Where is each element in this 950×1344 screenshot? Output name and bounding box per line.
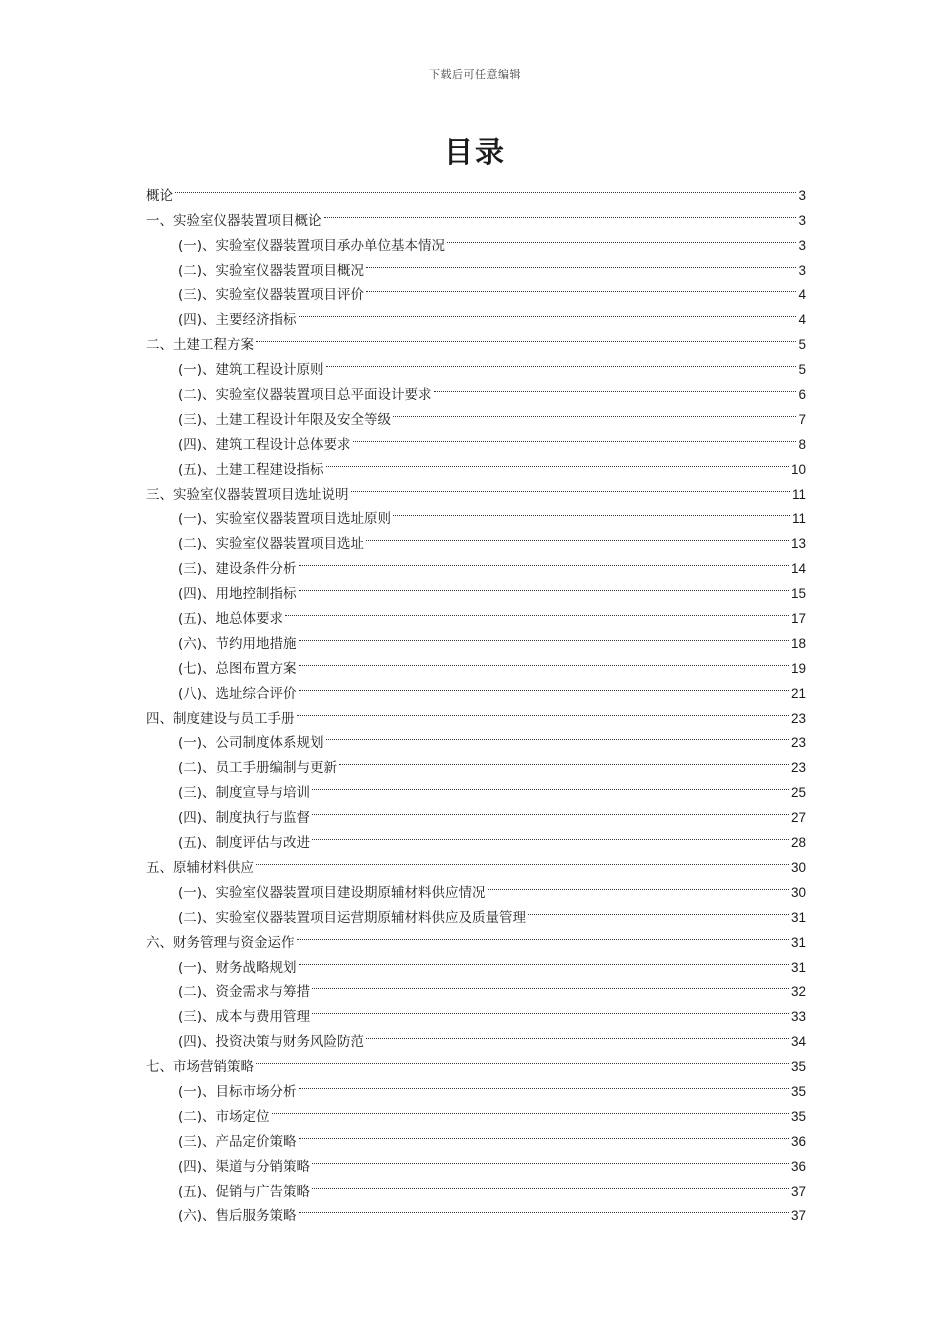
toc-entry-page-number: 10 xyxy=(790,461,806,477)
toc-entry-label: (一)、财务战略规划 xyxy=(178,959,297,976)
toc-entry[interactable] xyxy=(146,175,806,204)
toc-dot-leader xyxy=(366,250,796,275)
toc-entry-page-number: 25 xyxy=(790,785,806,801)
toc-entry-page-number: 27 xyxy=(790,810,806,826)
toc-entry-label: (一)、公司制度体系规划 xyxy=(178,735,324,752)
toc-entry-page-number: 15 xyxy=(790,586,806,602)
toc-entry-page-number: 30 xyxy=(790,884,806,900)
toc-dot-leader xyxy=(299,648,789,673)
toc-dot-leader xyxy=(326,349,797,374)
toc-dot-leader xyxy=(299,573,789,598)
toc-dot-leader xyxy=(299,947,789,972)
toc-entry-label: (三)、制度宣导与培训 xyxy=(178,785,311,802)
toc-dot-leader xyxy=(312,822,789,847)
toc-entry-page-number: 5 xyxy=(798,362,806,378)
toc-dot-leader xyxy=(366,1021,789,1046)
toc-dot-leader xyxy=(256,847,789,872)
toc-entry-page-number: 33 xyxy=(790,1009,806,1025)
toc-entry-page-number: 31 xyxy=(790,934,806,950)
toc-entry-page-number: 17 xyxy=(790,611,806,627)
toc-entry-label: (二)、实验室仪器装置项目总平面设计要求 xyxy=(178,387,432,404)
toc-entry-page-number: 36 xyxy=(790,1158,806,1174)
toc-entry-label: (八)、选址综合评价 xyxy=(178,685,297,702)
toc-dot-leader xyxy=(299,1121,789,1146)
toc-entry-label: (四)、用地控制指标 xyxy=(178,586,297,603)
toc-entry-page-number: 6 xyxy=(798,387,806,403)
header-note: 下载后可任意编辑 xyxy=(429,68,521,81)
toc-entry-label: (四)、渠道与分销策略 xyxy=(178,1158,311,1175)
toc-entry-page-number: 3 xyxy=(798,262,806,278)
toc-entry-label: (四)、建筑工程设计总体要求 xyxy=(178,436,351,453)
toc-entry-page-number: 32 xyxy=(790,984,806,1000)
toc-entry-label: (二)、资金需求与筹措 xyxy=(178,984,311,1001)
toc-entry-label: (五)、土建工程建设指标 xyxy=(178,461,324,478)
toc-entry-page-number: 35 xyxy=(790,1059,806,1075)
toc-dot-leader xyxy=(312,996,789,1021)
toc-dot-leader xyxy=(326,449,789,474)
toc-entry-label: (二)、实验室仪器装置项目选址 xyxy=(178,536,365,553)
toc-entry-label: (四)、制度执行与监督 xyxy=(178,810,311,827)
toc-entry-page-number: 8 xyxy=(798,436,806,452)
toc-dot-leader xyxy=(353,424,797,449)
toc-entry-label: (六)、节约用地措施 xyxy=(178,635,297,652)
toc-entry-page-number: 3 xyxy=(798,187,806,203)
toc-entry-page-number: 3 xyxy=(798,212,806,228)
toc-entry-label: (四)、投资决策与财务风险防范 xyxy=(178,1034,365,1051)
toc-entry-page-number: 18 xyxy=(790,635,806,651)
toc-dot-leader xyxy=(312,1171,789,1196)
toc-entry-label: (四)、主要经济指标 xyxy=(178,312,297,329)
toc-dot-leader xyxy=(312,972,789,997)
table-of-contents xyxy=(146,175,806,1225)
toc-entry-page-number: 7 xyxy=(798,411,806,427)
toc-entry-label: (一)、实验室仪器装置项目建设期原辅材料供应情况 xyxy=(178,884,486,901)
toc-entry-label: 六、财务管理与资金运作 xyxy=(146,934,295,951)
toc-dot-leader xyxy=(299,623,789,648)
toc-entry-page-number: 5 xyxy=(798,337,806,353)
toc-entry-page-number: 31 xyxy=(790,909,806,925)
toc-entry-page-number: 34 xyxy=(790,1034,806,1050)
toc-entry-label: (三)、实验室仪器装置项目评价 xyxy=(178,287,365,304)
toc-dot-leader xyxy=(299,548,789,573)
toc-dot-leader xyxy=(299,299,797,324)
page-title: 目录 xyxy=(443,135,506,169)
toc-dot-leader xyxy=(434,374,797,399)
toc-entry-page-number: 23 xyxy=(790,710,806,726)
toc-entry-page-number: 4 xyxy=(798,312,806,328)
toc-entry-label: (二)、市场定位 xyxy=(178,1108,270,1125)
toc-entry-page-number: 13 xyxy=(790,536,806,552)
toc-entry-label: (五)、地总体要求 xyxy=(178,611,284,628)
toc-entry-label: 四、制度建设与员工手册 xyxy=(146,710,295,727)
toc-entry-label: (一)、实验室仪器装置项目承办单位基本情况 xyxy=(178,237,446,254)
toc-dot-leader xyxy=(528,897,789,922)
toc-dot-leader xyxy=(393,399,796,424)
toc-entry-page-number: 28 xyxy=(790,835,806,851)
toc-entry-page-number: 14 xyxy=(790,561,806,577)
toc-dot-leader xyxy=(326,723,789,748)
toc-dot-leader xyxy=(299,1196,789,1221)
toc-entry-page-number: 4 xyxy=(798,287,806,303)
toc-dot-leader xyxy=(299,1071,789,1096)
toc-dot-leader xyxy=(447,225,796,250)
toc-entry-label: (二)、员工手册编制与更新 xyxy=(178,760,338,777)
toc-entry-page-number: 35 xyxy=(790,1083,806,1099)
toc-entry-label: (五)、制度评估与改进 xyxy=(178,835,311,852)
toc-dot-leader xyxy=(312,1146,789,1171)
toc-dot-leader xyxy=(324,200,797,225)
toc-entry-page-number: 36 xyxy=(790,1133,806,1149)
toc-entry-label: 二、土建工程方案 xyxy=(146,337,254,354)
toc-dot-leader xyxy=(175,175,796,200)
toc-entry[interactable] xyxy=(146,200,806,229)
toc-entry-label: (三)、建设条件分析 xyxy=(178,561,297,578)
toc-entry-page-number: 11 xyxy=(791,511,806,527)
toc-dot-leader xyxy=(272,1096,789,1121)
toc-entry-label: 三、实验室仪器装置项目选址说明 xyxy=(146,486,349,503)
toc-entry-label: (一)、建筑工程设计原则 xyxy=(178,362,324,379)
toc-entry-label: (一)、目标市场分析 xyxy=(178,1083,297,1100)
toc-dot-leader xyxy=(366,275,796,300)
toc-entry-label: (二)、实验室仪器装置项目概况 xyxy=(178,262,365,279)
toc-entry-page-number: 31 xyxy=(790,959,806,975)
toc-dot-leader xyxy=(256,324,796,349)
toc-entry-page-number: 30 xyxy=(790,859,806,875)
toc-dot-leader xyxy=(256,1046,789,1071)
toc-entry-page-number: 35 xyxy=(790,1108,806,1124)
toc-entry-label: (七)、总图布置方案 xyxy=(178,660,297,677)
toc-entry-label: (六)、售后服务策略 xyxy=(178,1208,297,1225)
toc-entry-label: 七、市场营销策略 xyxy=(146,1059,254,1076)
toc-entry-page-number: 23 xyxy=(790,735,806,751)
toc-entry-label: (二)、实验室仪器装置项目运营期原辅材料供应及质量管理 xyxy=(178,909,527,926)
toc-entry-page-number: 37 xyxy=(790,1208,806,1224)
toc-entry-label: (五)、促销与广告策略 xyxy=(178,1183,311,1200)
toc-entry-label: (三)、产品定价策略 xyxy=(178,1133,297,1150)
toc-entry-page-number: 3 xyxy=(798,237,806,253)
toc-entry-label: 五、原辅材料供应 xyxy=(146,859,254,876)
toc-entry-label: (三)、成本与费用管理 xyxy=(178,1009,311,1026)
toc-dot-leader xyxy=(366,523,789,548)
toc-entry-page-number: 37 xyxy=(790,1183,806,1199)
toc-dot-leader xyxy=(393,499,790,524)
toc-dot-leader xyxy=(285,598,789,623)
toc-entry-page-number: 11 xyxy=(791,486,806,502)
toc-dot-leader xyxy=(297,922,789,947)
toc-dot-leader xyxy=(339,747,789,772)
toc-dot-leader xyxy=(351,474,790,499)
toc-entry-label: (一)、实验室仪器装置项目选址原则 xyxy=(178,511,392,528)
toc-entry-label: 概论 xyxy=(146,187,173,204)
toc-dot-leader xyxy=(488,872,789,897)
toc-entry-page-number: 23 xyxy=(790,760,806,776)
toc-dot-leader xyxy=(312,797,789,822)
toc-entry-page-number: 21 xyxy=(790,685,806,701)
toc-dot-leader xyxy=(297,698,789,723)
toc-entry-label: 一、实验室仪器装置项目概论 xyxy=(146,212,322,229)
toc-entry-label: (三)、土建工程设计年限及安全等级 xyxy=(178,411,392,428)
toc-dot-leader xyxy=(312,772,789,797)
toc-dot-leader xyxy=(299,673,789,698)
toc-entry-page-number: 19 xyxy=(790,660,806,676)
